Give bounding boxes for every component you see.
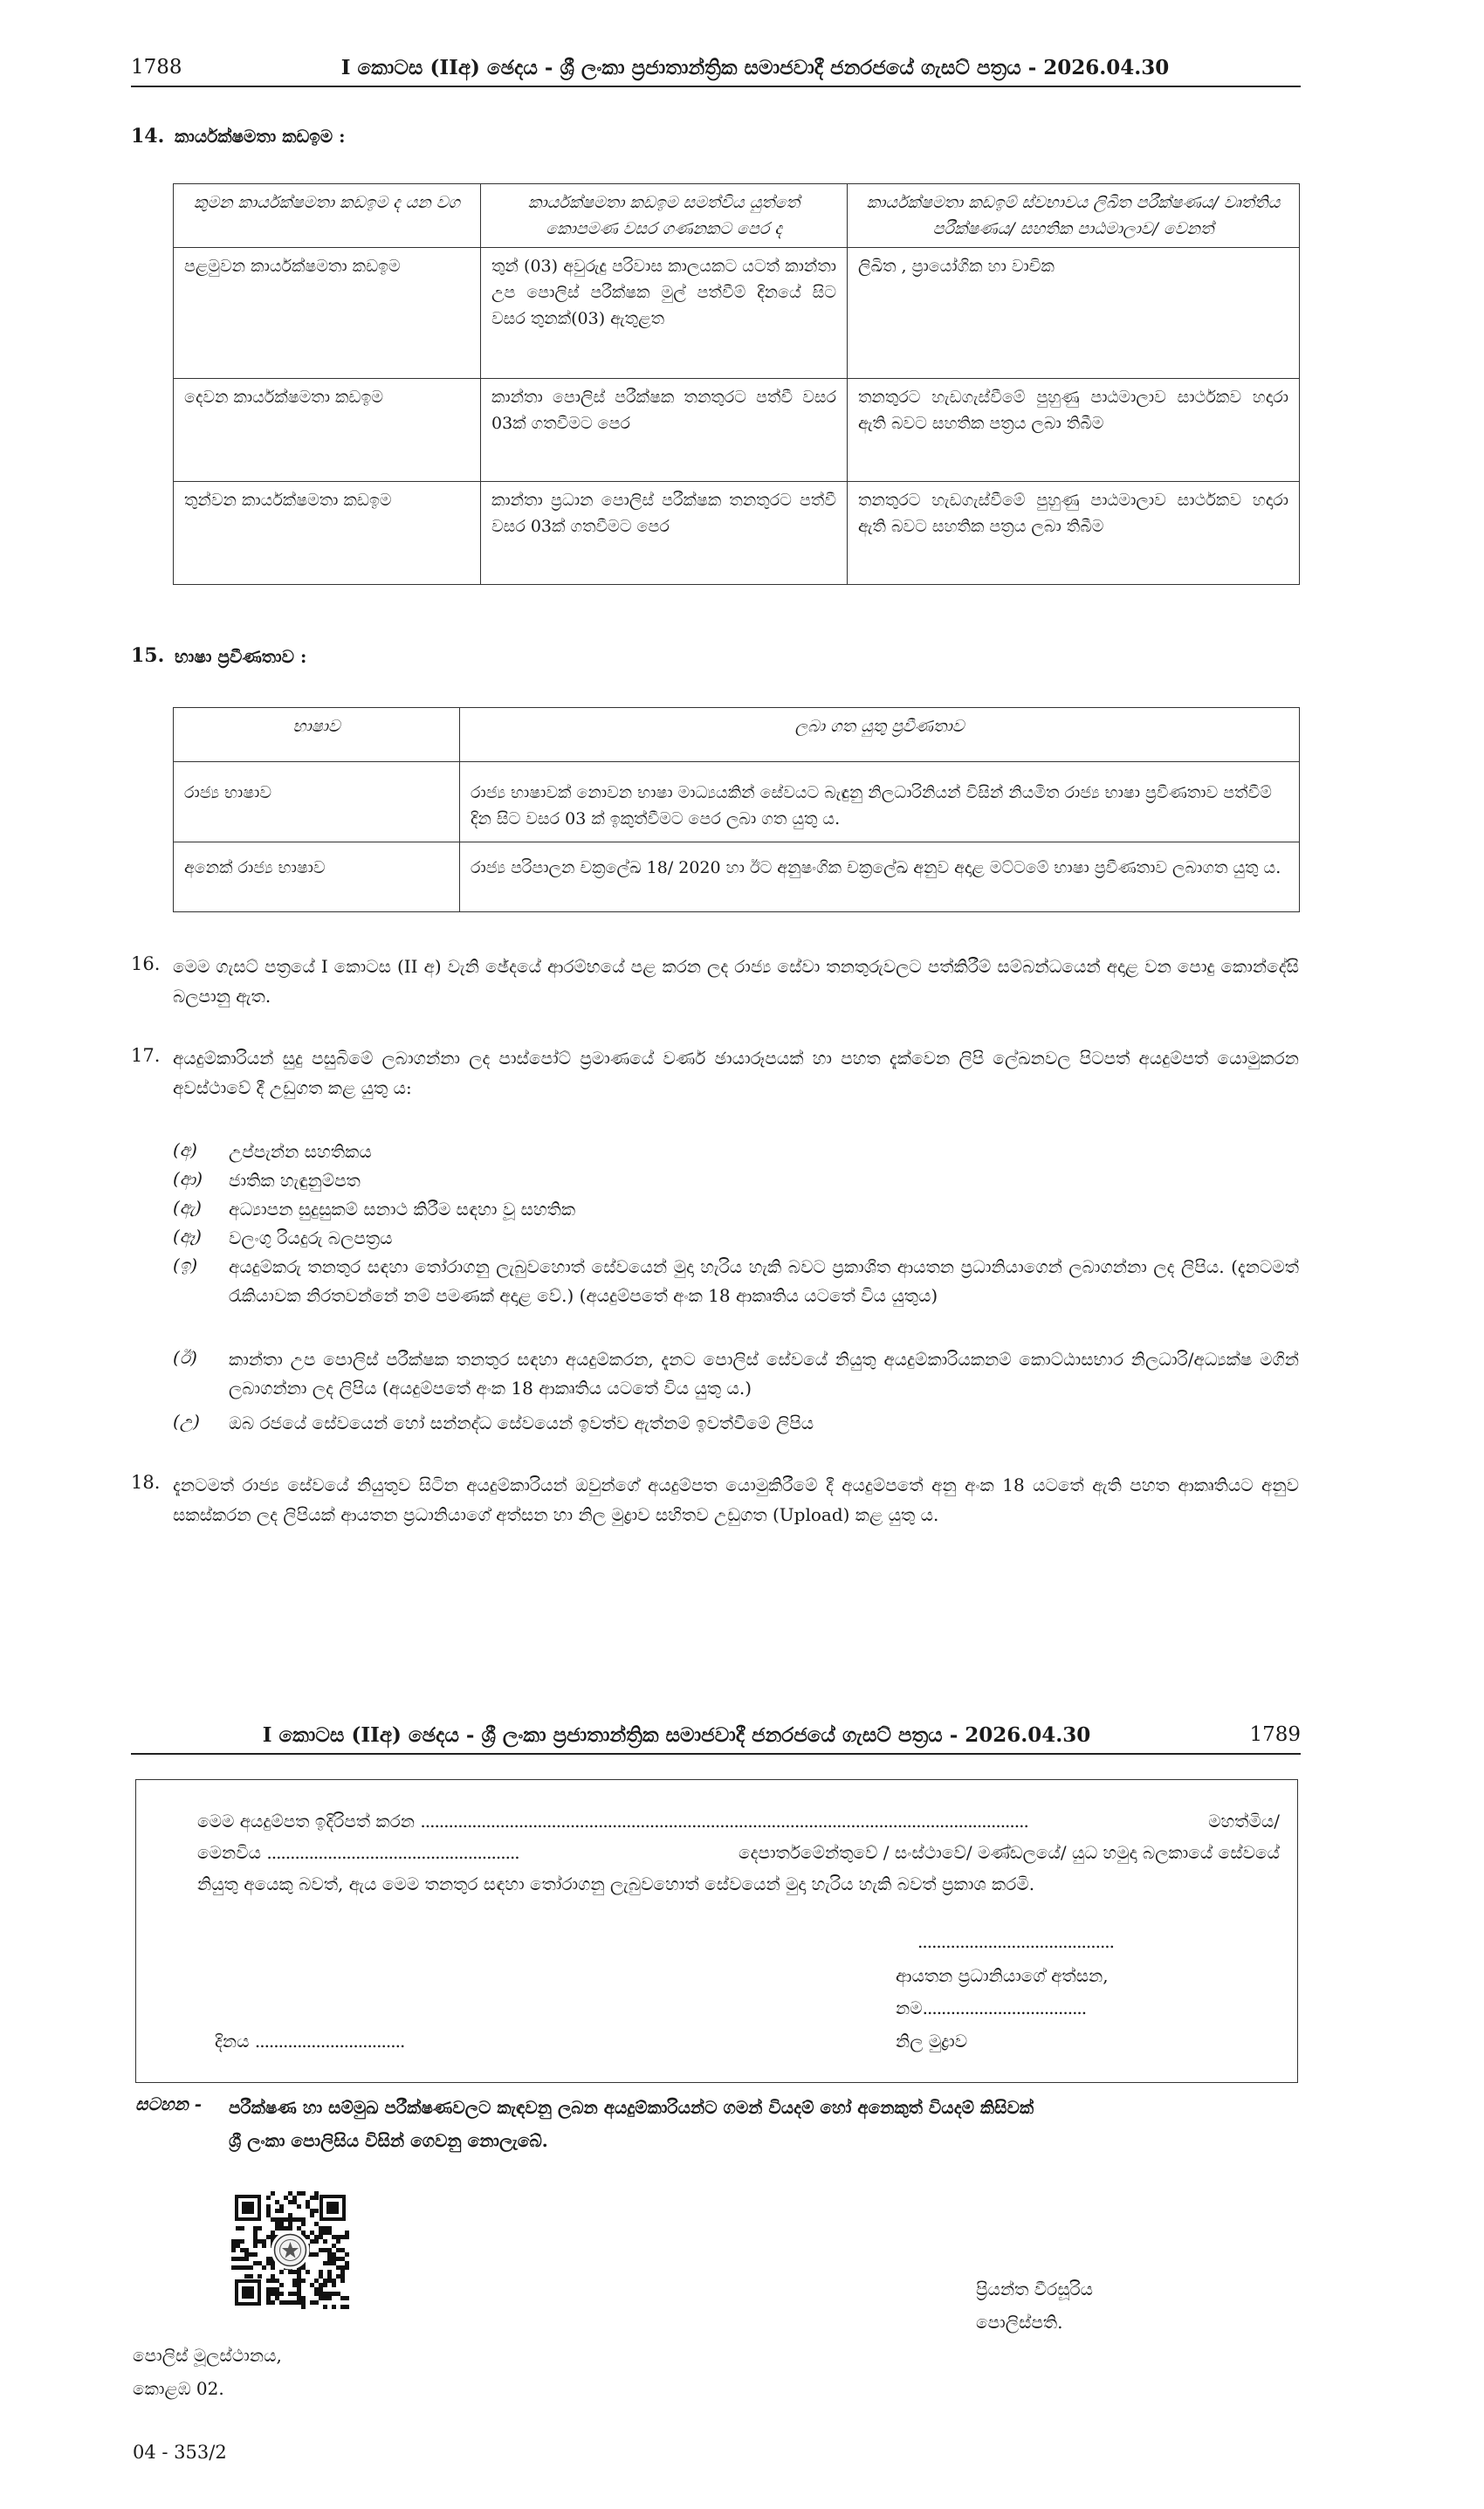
note-line-1: පරීක්ෂණ හා සම්මුඛ පරීක්ෂණවලට කැඳවනු ලබන අයදුම්කාරියන්ට ගමන් වියදම් හෝ අනෙකුත් වියදම් කිසිවක්: [229, 2097, 1034, 2118]
name-field: [896, 1993, 1086, 2023]
date-label: දිනය: [215, 2031, 250, 2052]
section-15-title: භාෂා ප්‍රවීණතාව :: [175, 646, 307, 667]
list-item-tag: (ඇ): [173, 1197, 202, 1218]
police-emblem-icon: [271, 2231, 310, 2270]
address-line-1: පොලිස් මූලස්ථානය,: [133, 2345, 282, 2366]
section-18-number: 18.: [131, 1472, 161, 1493]
address-line-2: කොළඹ 02.: [133, 2378, 224, 2399]
signature-blank: ..........................................: [917, 1931, 1115, 1952]
list-item: උප්පැන්න සහතිකය: [229, 1141, 372, 1162]
efficiency-bar-table: [173, 183, 1300, 585]
list-item: ජාතික හැඳුනුම්පත: [229, 1170, 361, 1191]
fill-in-blank: ................................: [254, 2031, 405, 2052]
section-18-text: දැනටමත් රාජ්‍ය සේවයේ නියුතුව සිටින අයදුම්කාරියන් ඔවුන්ගේ අයදුම්පත යොමුකිරීමේ දී අයදුම්පතේ අනු අංක 18 යටතේ ඇති පහත ආකෘතියට අනුව සකස්කරන ලද ලිපියක් ආයතන ප්‍රධානියාගේ අත්සන හා නිල මුද්‍රාව සහිතව උඩුගත (Upload) කළ යුතු ය.: [173, 1474, 1299, 1525]
table-row: [174, 482, 1300, 585]
page-header-title: I කොටස (IIඅ) ඡෙදය - ශ්‍රී ලංකා ප්‍රජාතාන්ත්‍රික සමාජවාදී ජනරජයේ ගැසට් පත්‍රය - 2026.04.30: [262, 1723, 1091, 1747]
table-cell: දෙවන කාර්යක්ෂමතා කඩඉම: [174, 379, 481, 482]
table-cell: කාන්තා පොලිස් පරීක්ෂක තනතුරට පත්වී වසර 03ක් ගතවීමට පෙර: [481, 379, 848, 482]
table-header-row: [174, 708, 1300, 762]
table-cell: රාජ්‍ය භාෂාවක් නොවන භාෂා මාධ්‍යයකින් සේවයට බැඳුනු නිලධාරිනියන් විසින් නියමිත රාජ්‍ය භාෂා ප්‍රවීණතාව පත්වීම් දින සිට වසර 03 ක් ඉකුත්වීමට පෙර ලබා ගත යුතු ය.: [460, 762, 1300, 842]
section-15-number: 15.: [131, 644, 165, 667]
list-item-tag: (උ): [173, 1411, 200, 1432]
table-cell: අනෙක් රාජ්‍ය භාෂාව: [174, 842, 460, 912]
list-item: අධ්‍යාපන සුදුසුකම් සනාථ කිරීම සඳහා වූ සහතික: [229, 1199, 576, 1220]
table-cell: තනතුරට හැඩගැස්වීමේ පුහුණු පාඨමාලාව සාර්ථකව හදාරා ඇති බවට සහතික පත්‍රය ලබා තිබීම: [848, 379, 1300, 482]
seal-label: නිල මුද්‍රාව: [896, 2031, 968, 2052]
table-cell: කාන්තා ප්‍රධාන පොලිස් පරීක්ෂක තනතුරට පත්වී වසර 03ක් ගතවීමට පෙර: [481, 482, 848, 585]
certificate-text: දෙපාර්තමේන්තුවේ / සංස්ථාවේ/ මණ්ඩලයේ/ යුධ හමුදා බලකායේ සේවයේ: [739, 1842, 1280, 1863]
qr-code-icon: [231, 2191, 349, 2309]
table-header-cell: කුමන කාර්යක්ෂමතා කඩඉම ද යන වග: [174, 184, 481, 248]
signatory-name: ප්‍රියන්ත වීරසූරිය: [976, 2279, 1094, 2299]
list-item-tag: (ආ): [173, 1168, 203, 1189]
fill-in-blank: ..................................................................................................................................: [420, 1811, 1028, 1832]
date-field: [215, 2026, 404, 2056]
list-item: කාන්තා උප පොලිස් පරීක්ෂක තනතුර සඳහා අයදුම්කරන, දැනට පොලිස් සේවයේ නියුතු අයදුම්කාරියකනම් කොට්ඨාසභාර නිලධාරි/අධ්‍යක්ෂ මගින් ලබාගන්නා ලද ලිපිය (අයදුම්පතේ අංක 18 ආකෘතිය යටතේ විය යුතු ය.): [229, 1349, 1299, 1399]
list-item: අයදුම්කරු තනතුර සඳහා තෝරාගනු ලැබුවහොත් සේවයෙන් මුදා හැරිය හැකි බවට ප්‍රකාශිත ආයතන ප්‍රධානියාගෙන් ලබාගන්නා ලද ලිපිය. (දැනටමත් රැකියාවක නිරතවන්නේ නම් පමණක් අදාළ වේ.) (අයදුම්පතේ අංක 18 ආකෘතිය යටතේ විය යුතුය): [229, 1256, 1299, 1306]
table-cell: රාජ්‍ය භාෂාව: [174, 762, 460, 842]
certificate-text: මෙම අයදුම්පත ඉදිරිපත් කරන: [197, 1811, 416, 1832]
table-row: [174, 762, 1300, 842]
table-cell: තුන්වන කාර්යක්ෂමතා කඩඉම: [174, 482, 481, 585]
fill-in-blank: ...................................: [922, 1997, 1087, 2018]
note-label: සටහන -: [135, 2093, 203, 2114]
table-header-cell: කාර්යක්ෂමතා කඩඉම් ස්වභාවය ලිඛිත පරීක්ෂණය/ වෘත්තිය පරීක්ෂණය/ සහතික පාඨමාලාව/ වෙනත්: [848, 184, 1300, 248]
page-header-1788: [131, 51, 1301, 87]
name-label: නම: [896, 1997, 923, 2018]
list-item-tag: (ඊ): [173, 1347, 197, 1368]
table-header-cell: කාර්යක්ෂමතා කඩඉම සමත්විය යුත්තේ කොපමණ වසර ගණනකට පෙර ද: [481, 184, 848, 248]
table-cell: පළමුවන කාර්යක්ෂමතා කඩඉම: [174, 248, 481, 379]
section-14-number: 14.: [131, 125, 165, 148]
page-number: 1788: [131, 56, 182, 79]
table-cell: තුන් (03) අවුරුදු පරිවාස කාලයකට යටත් කාන්තා උප පොලිස් පරීක්ෂක මුල් පත්වීම් දිනයේ සිට වසර තුනක්(03) ඇතුළත: [481, 248, 848, 379]
table-row: [174, 248, 1300, 379]
signatory-title: පොලිස්පති.: [976, 2312, 1063, 2333]
certificate-text: මහත්මිය/: [1208, 1811, 1280, 1832]
table-cell: තනතුරට හැඩගැස්වීමේ පුහුණු පාඨමාලාව සාර්ථකව හදාරා ඇති බවට සහතික පත්‍රය ලබා තිබීම: [848, 482, 1300, 585]
list-item: වලංගු රියදුරු බලපත්‍රය: [229, 1227, 393, 1248]
page-header-1789: [131, 1718, 1301, 1755]
certificate-text: මෙනවිය: [197, 1842, 261, 1863]
language-proficiency-table: [173, 707, 1300, 912]
certificate-line-2: [197, 1838, 519, 1867]
list-item-tag: (ඉ): [173, 1254, 198, 1275]
table-row: [174, 379, 1300, 482]
section-16-text: මෙම ගැසට් පත්‍රයේ I කොටස (II අ) වැනි ඡේදයේ ආරම්භයේ පළ කරන ලද රාජ්‍ය සේවා තනතුරුවලට පත්කිරීම් සම්බන්ධයෙන් අදාළ වන පොදු කොන්දේසි බලපානු ඇත.: [173, 956, 1299, 1007]
list-item: ඔබ රජයේ සේවයෙන් හෝ සන්නද්ධ සේවයෙන් ඉවත්ව ඇත්නම් ඉවත්වීමේ ලිපිය: [229, 1413, 814, 1433]
table-cell: රාජ්‍ය පරිපාලන චක්‍රලේඛ 18/ 2020 හා ඊට අනුෂංගික චක්‍රලේඛ අනුව අදාළ මට්ටමේ භාෂා ප්‍රවීණතාව ලබාගත යුතු ය.: [460, 842, 1300, 912]
table-cell: ලිඛිත , ප්‍රායෝගික හා වාචික: [848, 248, 1300, 379]
signature-label: ආයතන ප්‍රධානියාගේ අත්සන,: [896, 1965, 1109, 1986]
reference-number: 04 - 353/2: [133, 2442, 227, 2463]
note-line-2: ශ්‍රී ලංකා පොලිසිය විසින් ගෙවනු නොලැබේ.: [229, 2130, 548, 2151]
employer-certificate-box: [135, 1779, 1298, 2083]
section-17-text: අයදුම්කාරියන් සුදු පසුබිමේ ලබාගන්නා ලද පාස්පෝට් ප්‍රමාණයේ වර්ණ ඡායාරූපයක් හා පහත දැක්වෙන ලිපි ලේඛනවල පිටපත් අයදුම්පත් යොමුකරන අවස්ථාවේ දී උඩුගත කළ යුතු ය:: [173, 1048, 1299, 1098]
page-header-title: I කොටස (IIඅ) ඡෙදය - ශ්‍රී ලංකා ප්‍රජාතාන්ත්‍රික සමාජවාදී ජනරජයේ ගැසට් පත්‍රය - 2026.04.30: [340, 56, 1170, 79]
section-14-title: කාර්යක්ෂමතා කඩඉම :: [175, 126, 346, 147]
fill-in-blank: ......................................................: [266, 1842, 519, 1863]
page-number: 1789: [1249, 1723, 1301, 1746]
table-row: [174, 842, 1300, 912]
certificate-line-3: නියුතු අයෙකු බවත්, ඇය මෙම තනතුර සඳහා තෝරාගනු ලැබුවහොත් සේවයෙන් මුදා හැරිය හැකි බවත් ප්‍රකාශ කරමි.: [197, 1873, 1035, 1894]
table-header-cell: භාෂාව: [174, 708, 460, 762]
section-17-number: 17.: [131, 1045, 161, 1066]
list-item-tag: (අ): [173, 1139, 197, 1160]
table-header-row: [174, 184, 1300, 248]
certificate-line-1: [197, 1806, 1028, 1836]
table-header-cell: ලබා ගත යුතු ප්‍රවීණතාව: [460, 708, 1300, 762]
section-16-number: 16.: [131, 953, 161, 974]
list-item-tag: (ඈ): [173, 1226, 202, 1247]
